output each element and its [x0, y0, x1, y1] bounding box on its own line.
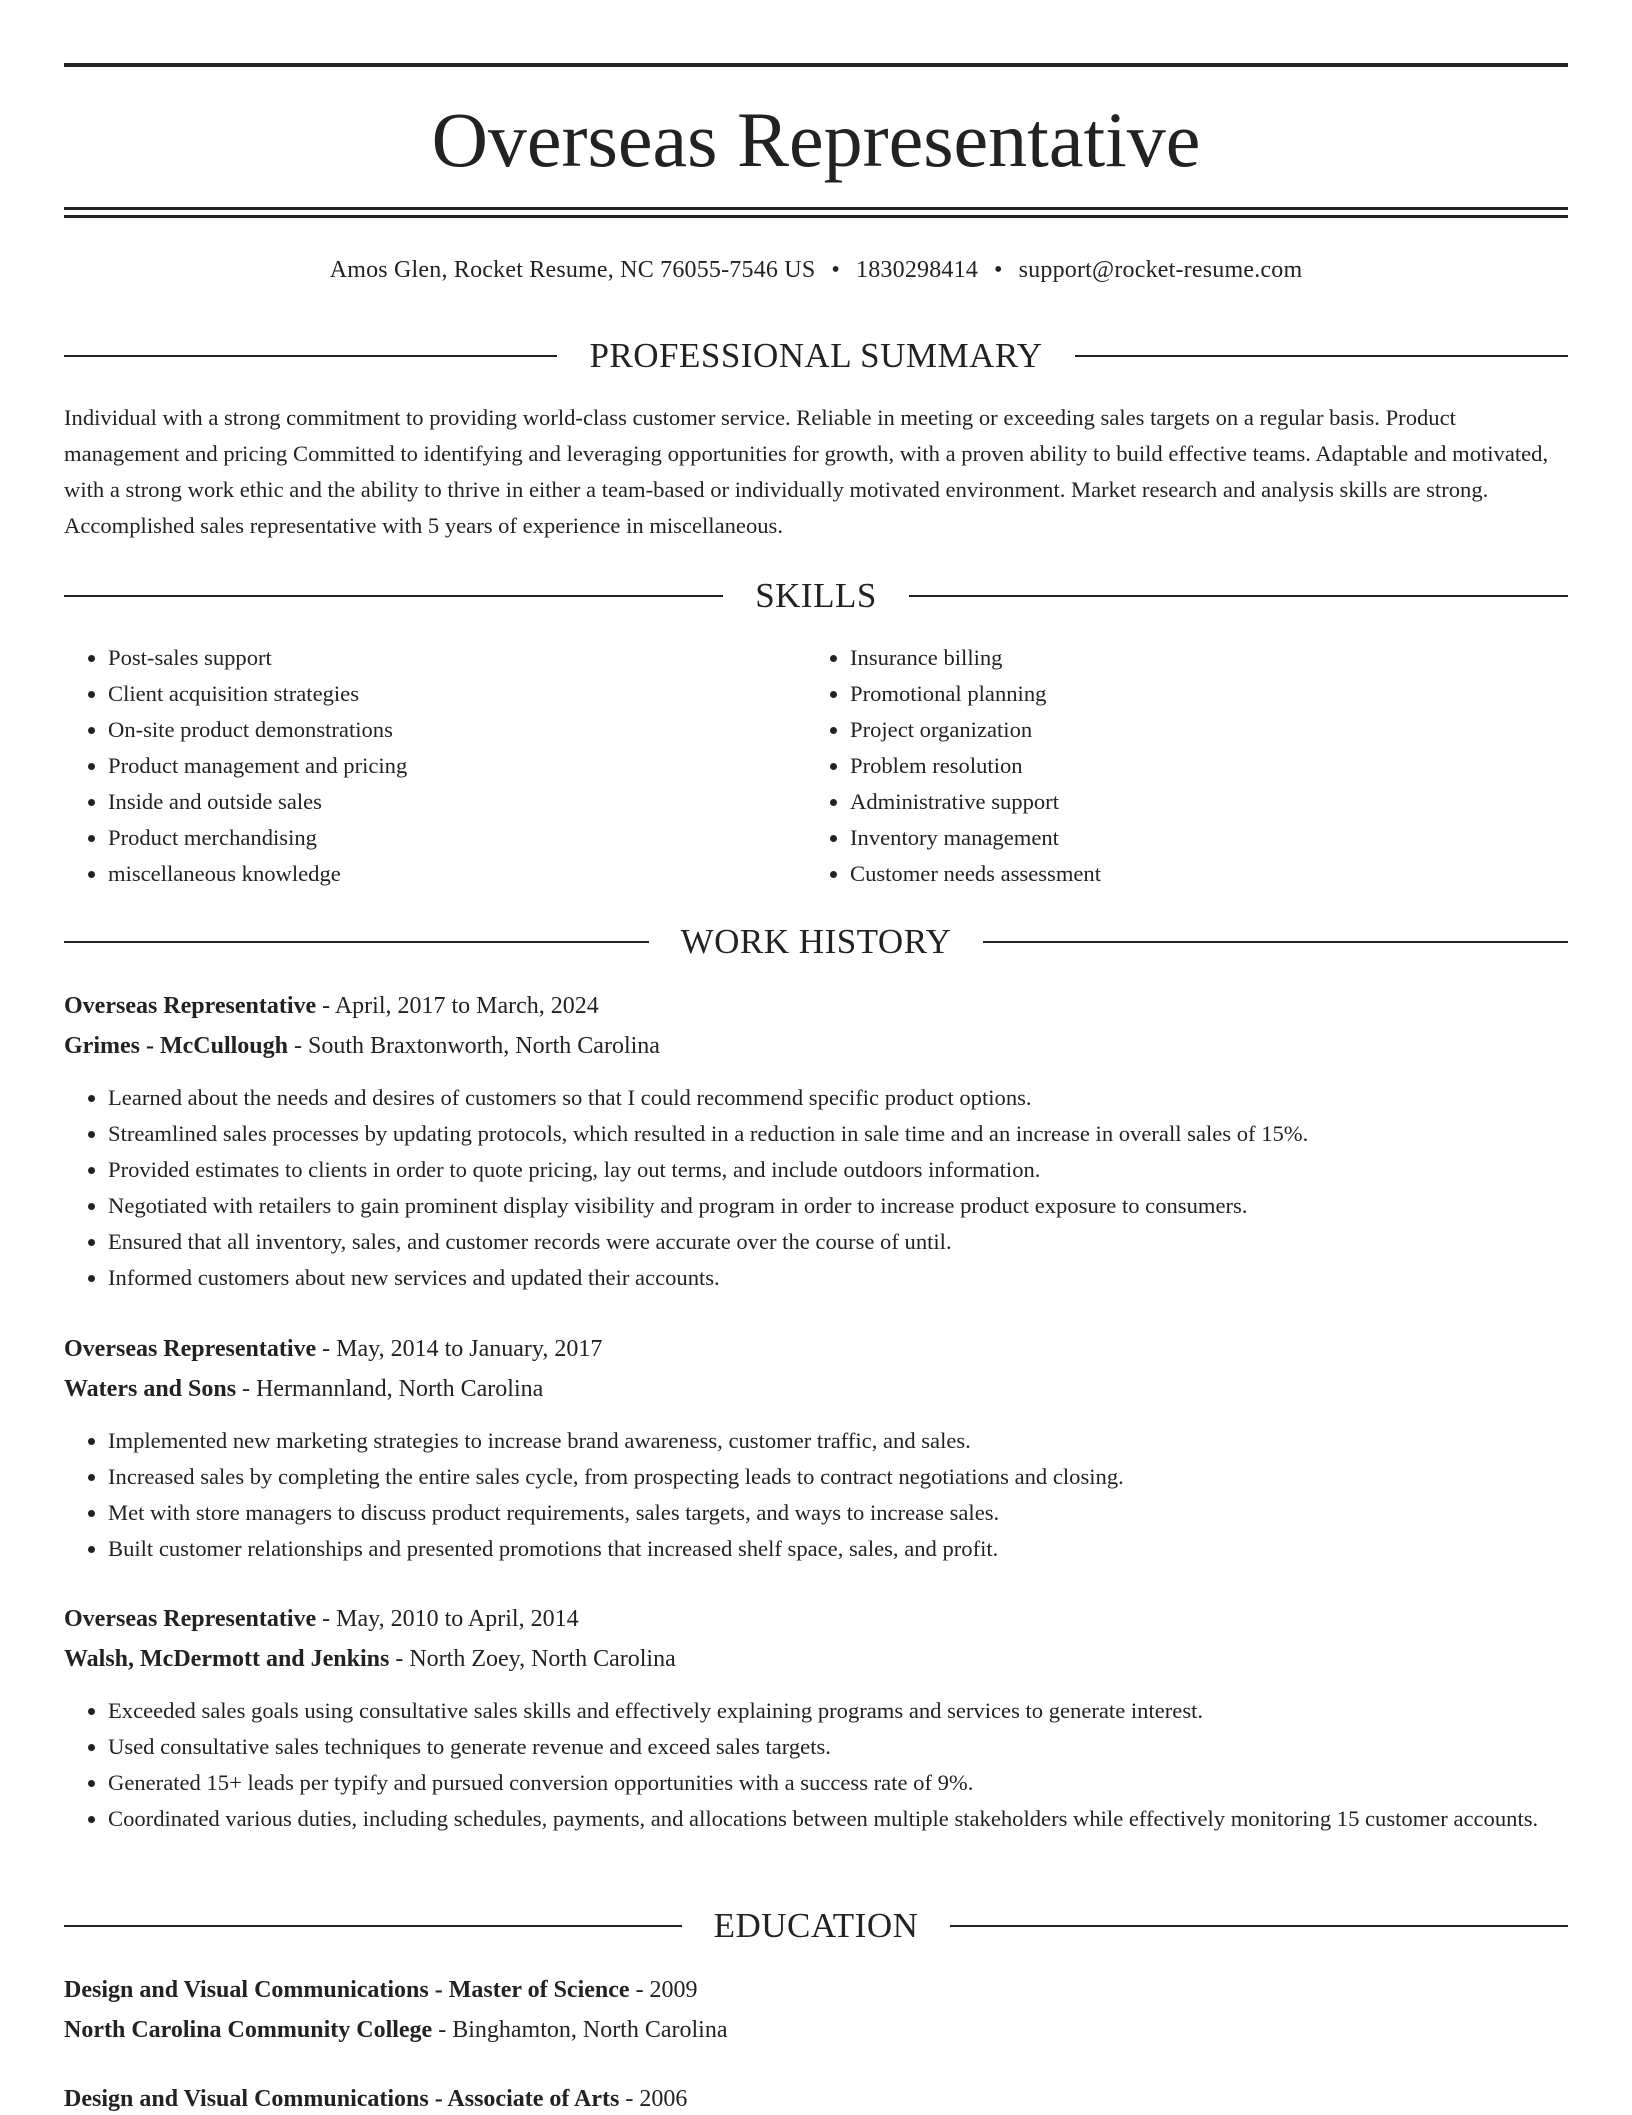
skill-item: • Insurance billing — [850, 640, 1548, 676]
contact-separator: • — [994, 257, 1003, 283]
job-bullet: • Exceeded sales goals using consultative sales skills and effectively explaining programs and services to generate interest. — [108, 1693, 1568, 1729]
education-degree: Design and Visual Communications - Master of Science — [64, 1977, 630, 2003]
section-heading-summary — [64, 334, 1568, 378]
job-role: Overseas Representative — [64, 993, 317, 1019]
skills-column-right — [806, 640, 1548, 892]
job-employer-line — [64, 1030, 1568, 1062]
job-bullet: • Learned about the needs and desires of customers so that I could recommend specific product options. — [108, 1080, 1568, 1116]
education-location: - Binghamton, North Carolina — [432, 2017, 728, 2043]
skill-item: • On-site product demonstrations — [108, 712, 806, 748]
job-bullet: • Streamlined sales processes by updating protocols, which resulted in a reduction in sale time and an increase in overall sales of 15%. — [108, 1116, 1568, 1152]
job-bullet: • Used consultative sales techniques to generate revenue and exceed sales targets. — [108, 1729, 1568, 1765]
job-bullet: • Implemented new marketing strategies to increase brand awareness, customer traffic, and sales. — [108, 1423, 1568, 1459]
title-double-rule-lower — [64, 215, 1568, 218]
job-role: Overseas Representative — [64, 1606, 317, 1632]
contact-email: support@rocket-resume.com — [1018, 257, 1303, 283]
education-school-line — [64, 2014, 1568, 2046]
education-degree-line — [64, 2083, 1568, 2115]
skill-item: • Inside and outside sales — [108, 784, 806, 820]
education-year: - 2009 — [629, 1977, 698, 2003]
contact-separator: • — [831, 257, 841, 283]
job-bullets — [64, 1693, 1568, 1837]
job-role: Overseas Representative — [64, 1336, 317, 1362]
job-bullet: • Negotiated with retailers to gain prominent display visibility and program in order to increase product exposure to consumers. — [108, 1188, 1568, 1224]
skill-item: • Project organization — [850, 712, 1548, 748]
skill-item: • Client acquisition strategies — [108, 676, 806, 712]
summary-paragraph: Individual with a strong commitment to providing world-class customer service. Reliable in meeting or exceeding sales targets on a regular basis. Product management and pricing Committed to identifying and leveraging opportunities for growth, with a proven ability to build effective teams. Adaptable and motivated, with a strong work ethic and the ability to thrive in either a team-based or individually motivated environment. Market research and analysis skills are strong. Accomplished sales representative with 5 years of experience in miscellaneous. — [64, 405, 1549, 538]
skill-item: • Product merchandising — [108, 820, 806, 856]
skill-item: • Inventory management — [850, 820, 1548, 856]
contact-phone: 1830298414 — [856, 257, 979, 283]
job-bullet: • Provided estimates to clients in order to quote pricing, lay out terms, and include outdoors information. — [108, 1152, 1568, 1188]
job-bullets — [64, 1423, 1568, 1567]
job-bullets — [64, 1080, 1568, 1296]
section-heading-label: SKILLS — [755, 576, 877, 615]
job-company: Walsh, McDermott and Jenkins — [64, 1646, 390, 1672]
job-bullet: • Coordinated various duties, including schedules, payments, and allocations between multiple stakeholders while effectively monitoring 15 customer accounts. — [108, 1801, 1568, 1837]
job-employer-line — [64, 1643, 1568, 1675]
job-bullet: • Built customer relationships and presented promotions that increased shelf space, sales, and profit. — [108, 1531, 1568, 1567]
skill-item: • Customer needs assessment — [850, 856, 1548, 892]
job-company: Grimes - McCullough — [64, 1033, 288, 1059]
section-heading-work-history — [64, 920, 1568, 964]
education-school: North Carolina Community College — [64, 2017, 433, 2043]
skill-item: • Post-sales support — [108, 640, 806, 676]
section-heading-education — [64, 1904, 1568, 1948]
job-bullet: • Generated 15+ leads per typify and pursued conversion opportunities with a success rate of 9%. — [108, 1765, 1568, 1801]
skill-item: • Promotional planning — [850, 676, 1548, 712]
job-bullet: • Met with store managers to discuss product requirements, sales targets, and ways to increase sales. — [108, 1495, 1568, 1531]
contact-line — [64, 254, 1568, 286]
job-location: - North Zoey, North Carolina — [389, 1646, 676, 1672]
skill-item: • Product management and pricing — [108, 748, 806, 784]
job-dates: - April, 2017 to March, 2024 — [316, 993, 599, 1019]
section-heading-label: EDUCATION — [713, 1906, 919, 1945]
job-company: Waters and Sons — [64, 1376, 237, 1402]
job-dates: - May, 2014 to January, 2017 — [316, 1336, 603, 1362]
job-title-line — [64, 1333, 1568, 1365]
skill-item: • Administrative support — [850, 784, 1548, 820]
job-dates: - May, 2010 to April, 2014 — [316, 1606, 579, 1632]
skills-column-left — [64, 640, 806, 892]
top-rule — [64, 63, 1568, 67]
skills-list — [64, 640, 1568, 892]
job-title-line — [64, 990, 1568, 1022]
section-heading-label: PROFESSIONAL SUMMARY — [589, 336, 1043, 375]
job-employer-line — [64, 1373, 1568, 1405]
education-degree-line — [64, 1974, 1568, 2006]
skill-item: • Problem resolution — [850, 748, 1548, 784]
job-title-line — [64, 1603, 1568, 1635]
job-bullet: • Increased sales by completing the entire sales cycle, from prospecting leads to contract negotiations and closing. — [108, 1459, 1568, 1495]
education-degree: Design and Visual Communications - Associate of Arts — [64, 2086, 620, 2112]
section-heading-skills — [64, 574, 1568, 618]
job-location: - South Braxtonworth, North Carolina — [287, 1033, 660, 1059]
job-bullet: • Ensured that all inventory, sales, and customer records were accurate over the course of until. — [108, 1224, 1568, 1260]
job-bullet: • Informed customers about new services and updated their accounts. — [108, 1260, 1568, 1296]
skill-item: • miscellaneous knowledge — [108, 856, 806, 892]
education-year: - 2006 — [619, 2086, 688, 2112]
section-heading-label: WORK HISTORY — [680, 922, 952, 961]
title-double-rule-upper — [64, 207, 1568, 210]
contact-address: Amos Glen, Rocket Resume, NC 76055-7546 US — [329, 257, 816, 283]
job-location: - Hermannland, North Carolina — [236, 1376, 544, 1402]
resume-title: Overseas Representative — [431, 96, 1201, 183]
